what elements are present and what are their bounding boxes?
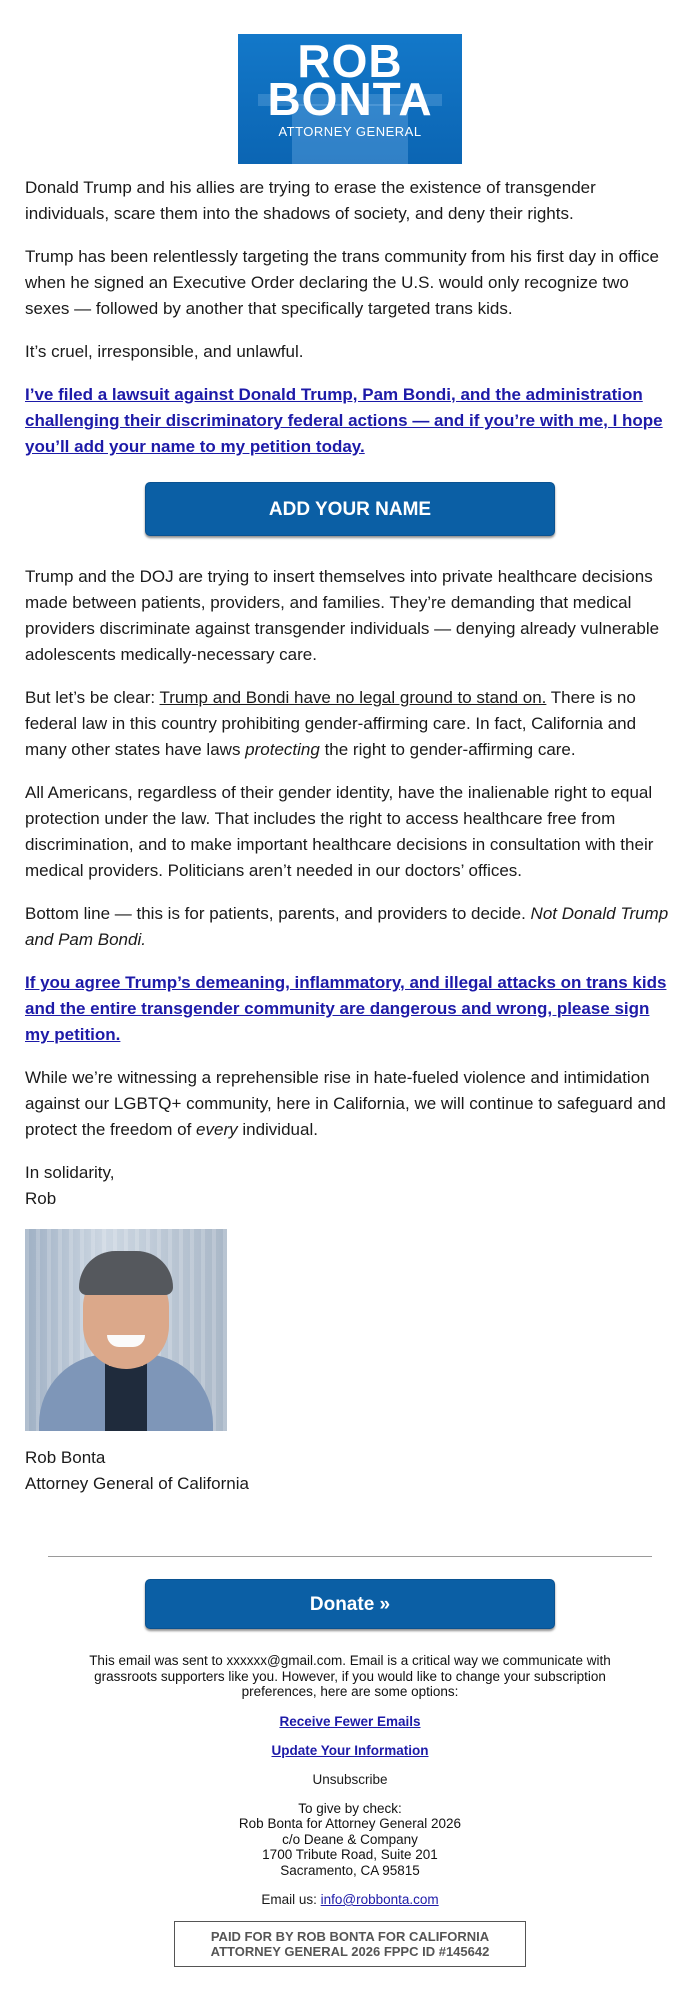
p5-underlined-text: Trump and Bondi have no legal ground to stand on.	[159, 688, 547, 707]
rob-bonta-logo	[238, 34, 462, 164]
closing-text: In solidarity,	[25, 1163, 115, 1182]
paragraph-3: It’s cruel, irresponsible, and unlawful.	[25, 342, 304, 361]
petition-link-paragraph-1	[25, 382, 675, 460]
p5-text-c: the right to gender-affirming care.	[319, 740, 576, 759]
paragraph-7	[25, 901, 675, 953]
petition-link-1[interactable]: I’ve filed a lawsuit against Donald Trump, Pam Bondi, and the administration challenging their discriminatory federal actions — and if you’re with me, I hope you’ll add your name to my petition today.	[25, 385, 663, 456]
email-body	[0, 175, 700, 1497]
signature	[25, 1445, 675, 1497]
header	[0, 0, 700, 175]
check-label: To give by check:	[298, 1800, 402, 1816]
signature-title: Attorney General of California	[25, 1474, 249, 1493]
p7-italic-text: Not Donald Trump and Pam Bondi.	[25, 904, 669, 949]
paid-for-disclaimer	[174, 1921, 526, 1967]
p5-text-a: But let’s be clear:	[25, 688, 160, 707]
paid-line-2: ATTORNEY GENERAL 2026 FPPC ID #145642	[210, 1944, 490, 1959]
p7-text: Bottom line — this is for patients, parents, and providers to decide.	[25, 904, 531, 923]
paid-line-1: PAID FOR BY ROB BONTA FOR CALIFORNIA	[210, 1929, 490, 1944]
footer	[0, 1514, 700, 1967]
paragraph-5	[25, 685, 675, 763]
closing	[25, 1160, 675, 1212]
p8-text-b: individual.	[237, 1120, 318, 1139]
add-name-button-row	[25, 482, 675, 536]
footer-divider	[48, 1556, 652, 1557]
signature-name: Rob Bonta	[25, 1448, 106, 1467]
check-line-3: 1700 Tribute Road, Suite 201	[262, 1847, 438, 1862]
email-link[interactable]: info@robbonta.com	[320, 1892, 439, 1907]
subscription-notice: This email was sent to xxxxxx@gmail.com. Email is a critical way we communicate with grassroots supporters like you. However, if you would like to change your subscription preferences, here are some options:	[89, 1653, 611, 1699]
paragraph-6: All Americans, regardless of their gender identity, have the inalienable right to equal protection under the law. That includes the right to access healthcare free from discrimination, and to make important healthcare decisions in consultation with their medical providers. Politicians aren’t needed in our doctors’ offices.	[25, 783, 654, 880]
logo-line-3: ATTORNEY GENERAL	[278, 124, 422, 139]
check-line-1: Rob Bonta for Attorney General 2026	[238, 1816, 462, 1831]
donate-button-row	[0, 1579, 700, 1629]
p5-italic-text: protecting	[245, 740, 320, 759]
email-label: Email us:	[261, 1892, 321, 1907]
check-line-2: c/o Deane & Company	[282, 1831, 418, 1847]
p8-italic-text: every	[196, 1120, 238, 1139]
contact-email	[0, 1892, 700, 1907]
paragraph-4: Trump and the DOJ are trying to insert themselves into private healthcare decisions made between patients, providers, and families. They’re demanding that medical providers discriminate against transgender individuals — denying already vulnerable adolescents medically-necessary care.	[25, 567, 660, 664]
add-your-name-button[interactable]: ADD YOUR NAME	[145, 482, 555, 536]
logo-line-2: BONTA	[267, 73, 433, 125]
update-information-link[interactable]: Update Your Information	[271, 1742, 429, 1758]
petition-link-2[interactable]: If you agree Trump’s demeaning, inflammatory, and illegal attacks on trans kids and the entire transgender community are dangerous and wrong, please sign my petition.	[25, 973, 667, 1044]
logo-line-1: ROB	[297, 35, 403, 87]
p5-text-b: There is no federal law in this country prohibiting gender-affirming care. In fact, California and many other states have laws	[25, 688, 637, 759]
unsubscribe-link[interactable]: Unsubscribe	[312, 1771, 388, 1787]
check-address	[0, 1801, 700, 1879]
receive-fewer-emails-link[interactable]: Receive Fewer Emails	[279, 1713, 421, 1729]
rob-bonta-photo	[25, 1229, 227, 1431]
p8-text-a: While we’re witnessing a reprehensible rise in hate-fueled violence and intimidation against our LGBTQ+ community, here in California, we will continue to safeguard and protect the freedom of	[25, 1068, 666, 1139]
closing-name: Rob	[25, 1189, 57, 1208]
paragraph-8	[25, 1065, 675, 1143]
petition-link-paragraph-2	[25, 970, 675, 1048]
paragraph-1: Donald Trump and his allies are trying to erase the existence of transgender individuals, scare them into the shadows of society, and deny their rights.	[25, 178, 596, 223]
check-line-4: Sacramento, CA 95815	[280, 1862, 420, 1878]
donate-button[interactable]: Donate »	[145, 1579, 555, 1629]
paragraph-2: Trump has been relentlessly targeting the trans community from his first day in office when he signed an Executive Order declaring the U.S. would only recognize two sexes — followed by another that specifically targeted trans kids.	[25, 247, 659, 318]
